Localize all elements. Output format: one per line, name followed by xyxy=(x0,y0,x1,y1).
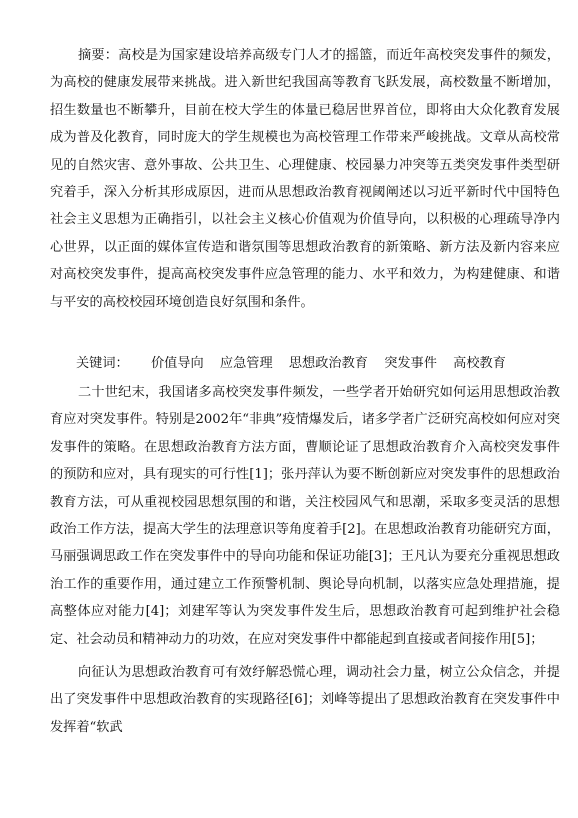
body-paragraph: 向征认为思想政治教育可有效纾解恐慌心理，调动社会力量，树立公众信念，并提出了突发事件中思想政治教育的实现路径[6]；刘峰等提出了思想政治教育在突发事件中发挥着“软武 xyxy=(50,665,560,735)
abstract-paragraph: 摘要：高校是为国家建设培养高级专门人才的摇篮，而近年高校突发事件的频发，为高校的健康发展带来挑战。进入新世纪我国高等教育飞跃发展，高校数量不断增加，招生数量也不断攀升，目前在校大学生的体量已稳居世界首位，即将由大众化教育发展成为普及化教育，同时庞大的学生规模也为高校管理工作带来严峻挑战。文章从高校常见的自然灾害、意外事故、公共卫生、心理健康、校园暴力冲突等五类突发事件类型研究着手，深入分析其形成原因，进而从思想政治教育视阈阐述以习近平新时代中国特色社会主义思想为正确指引，以社会主义核心价值观为价值导向，以积极的心理疏导净内心世界，以正面的媒体宣传造和谐氛围等思想政治教育的新策略、新方法及新内容来应对高校突发事件，提高高校突发事件应急管理的能力、水平和效力，为构建健康、和谐与平安的高校校园环境创造良好氛围和条件。 xyxy=(50,48,560,310)
keyword-item: 价值导向 xyxy=(150,356,204,371)
keyword-item: 应急管理 xyxy=(219,356,273,371)
body-paragraph: 二十世纪末，我国诸多高校突发事件频发，一些学者开始研究如何运用思想政治教育应对突发事件。特别是2002年“非典”疫情爆发后，诸多学者广泛研究高校如何应对突发事件的策略。在思想政治教育方法方面，曹顺论证了思想政治教育介入高校突发事件的预防和应对，具有现实的可行性[1]；张丹萍认为要不断创新应对突发事件的思想政治教育方法，可从重视校园思想氛围的和谐，关注校园风气和思潮，采取多变灵活的思想政治工作方法，提高大学生的法理意识等角度着手[2]。在思想政治教育功能研究方面，马丽强调思政工作在突发事件中的导向功能和保证功能[3]；王凡认为要充分重视思想政治工作的重要作用，通过建立工作预警机制、舆论导向机制，以落实应急处理措施，提高整体应对能力[4]；刘建军等认为突发事件发生后，思想政治教育可起到维护社会稳定、社会动员和精神动力的功效，在应对突发事件中都能起到直接或者间接作用[5]； xyxy=(50,385,560,647)
keywords-label: 关键词： xyxy=(76,356,129,371)
keywords-line xyxy=(76,354,556,374)
keyword-item: 高校教育 xyxy=(453,356,506,371)
keyword-item: 思想政治教育 xyxy=(288,356,368,371)
keyword-item: 突发事件 xyxy=(384,356,437,371)
body-text xyxy=(50,379,560,747)
